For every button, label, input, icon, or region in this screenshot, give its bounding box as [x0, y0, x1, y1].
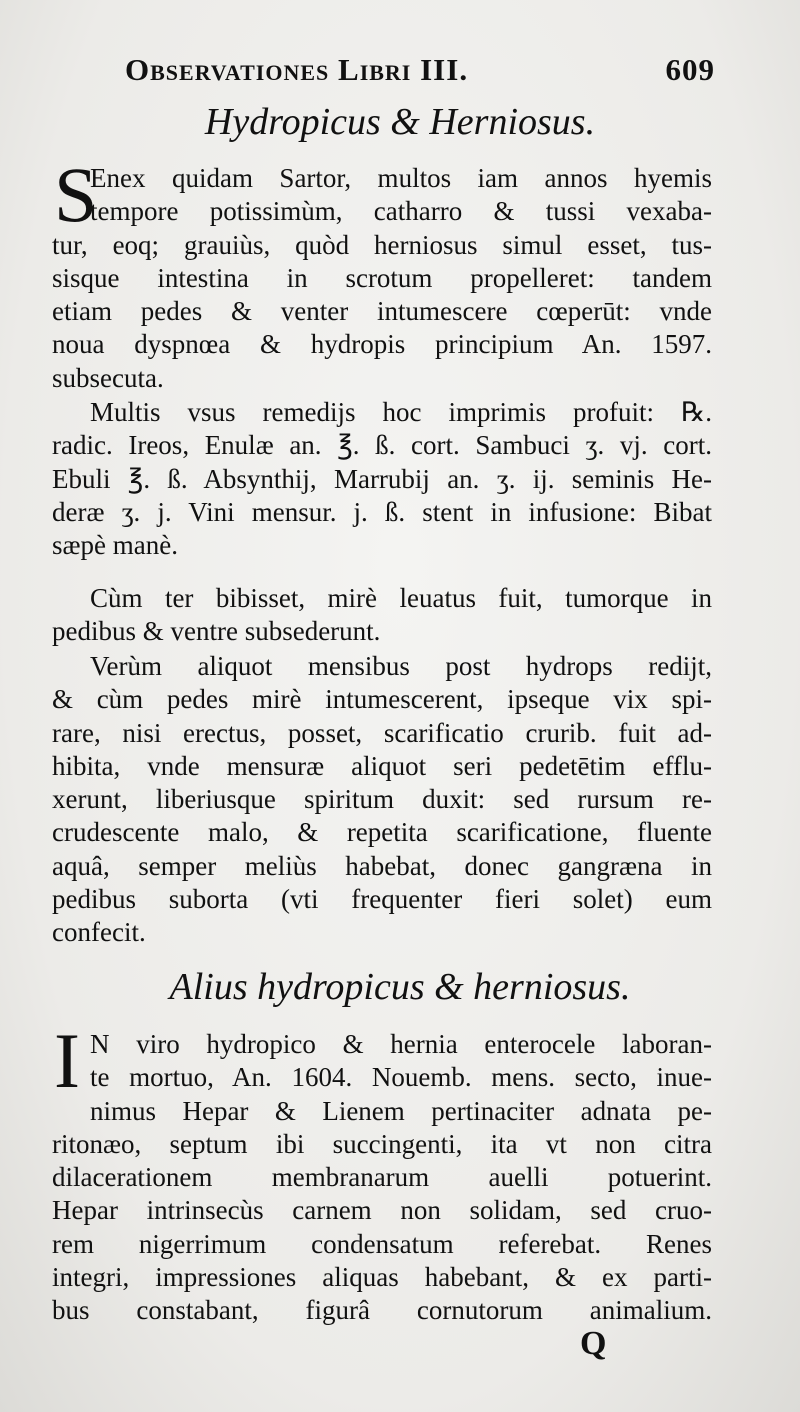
section-title-hydropicus: Hydropicus & Herniosus. [204, 101, 596, 143]
text-line: etiam pedes & venter intumescere cœperūt: vnde [52, 296, 712, 327]
text-line: te mortuo, An. 1604. Nouemb. mens. secto, inue- [90, 1062, 712, 1093]
text-line: deræ ʒ. j. Vini mensur. j. ß. stent in infusione: Bibat [52, 496, 712, 527]
text-line: Cùm ter bibisset, mirè leuatus fuit, tumorque in [90, 583, 712, 613]
text-line: subsecuta. [52, 362, 164, 393]
text-line: Multis vsus remedijs hoc imprimis profuit: ℞. [90, 397, 712, 427]
text-line: pedibus & ventre subsederunt. [52, 616, 381, 647]
text-line: Hepar intrinsecùs carnem non solidam, sed cruo- [52, 1195, 712, 1226]
running-header [125, 52, 715, 88]
text-line: rem nigerrimum condensatum referebat. Renes [52, 1228, 712, 1259]
text-line: tur, eoq; grauiùs, quòd herniosus simul esset, tus- [52, 229, 712, 260]
text-line: xerunt, liberiusque spiritum duxit: sed rursum re- [52, 784, 712, 815]
text-line: Verùm aliquot mensibus post hydrops redijt, [90, 651, 712, 681]
text-line: rare, nisi erectus, posset, scarificatio crurib. fuit ad- [52, 717, 712, 748]
catchword: Q [580, 1325, 607, 1362]
text-line: confecit. [52, 917, 146, 948]
text-line: sæpè manè. [52, 530, 178, 561]
text-line: bus constabant, figurâ cornutorum animalium. [52, 1295, 712, 1326]
text-line: integri, impressiones aliquas habebant, & ex parti- [52, 1262, 712, 1293]
text-line: dilacerationem membranarum auelli potuerint. [52, 1162, 712, 1193]
text-line: sisque intestina in scrotum propelleret: tandem [52, 262, 712, 293]
paragraph-2 [52, 396, 712, 562]
text-line: Ebuli ℥. ß. Absynthij, Marrubij an. ʒ. ij. seminis He- [52, 463, 712, 494]
paragraph-3 [52, 582, 712, 649]
text-line: Enex quidam Sartor, multos iam annos hyemis [90, 163, 712, 193]
text-line: noua dyspnœa & hydropis principium An. 1597. [52, 329, 712, 360]
text-line: nimus Hepar & Lienem pertinaciter adnata pe- [90, 1095, 712, 1126]
paragraph-4 [52, 650, 712, 950]
text-line: & cùm pedes mirè intumescerent, ipseque vix spi- [52, 684, 712, 715]
page-number: 609 [665, 52, 715, 87]
text-line: tempore potissimùm, catharro & tussi vexaba- [90, 196, 712, 227]
text-line: ritonæo, septum ibi succingenti, ita vt non citra [52, 1128, 712, 1159]
text-line: radic. Ireos, Enulæ an. ℥. ß. cort. Sambuci ʒ. vj. cort. [52, 430, 712, 461]
paragraph-5 [52, 1017, 712, 1328]
drop-cap: S [54, 151, 98, 238]
text-line: pedibus suborta (vti frequenter fieri solet) eum [52, 884, 712, 915]
section-title-alius: Alius hydropicus & herniosus. [169, 966, 631, 1008]
text-line: N viro hydropico & hernia enterocele laboran- [90, 1029, 712, 1059]
text-line: hibita, vnde mensuræ aliquot seri pedetētim efflu- [52, 750, 712, 781]
running-title: Observationes Libri III. [125, 52, 469, 87]
drop-cap: I [54, 1017, 80, 1104]
paragraph-1 [52, 151, 712, 395]
text-line: crudescente malo, & repetita scarificatione, fluente [52, 817, 712, 848]
text-line: aquâ, semper meliùs habebat, donec gangræna in [52, 850, 712, 881]
